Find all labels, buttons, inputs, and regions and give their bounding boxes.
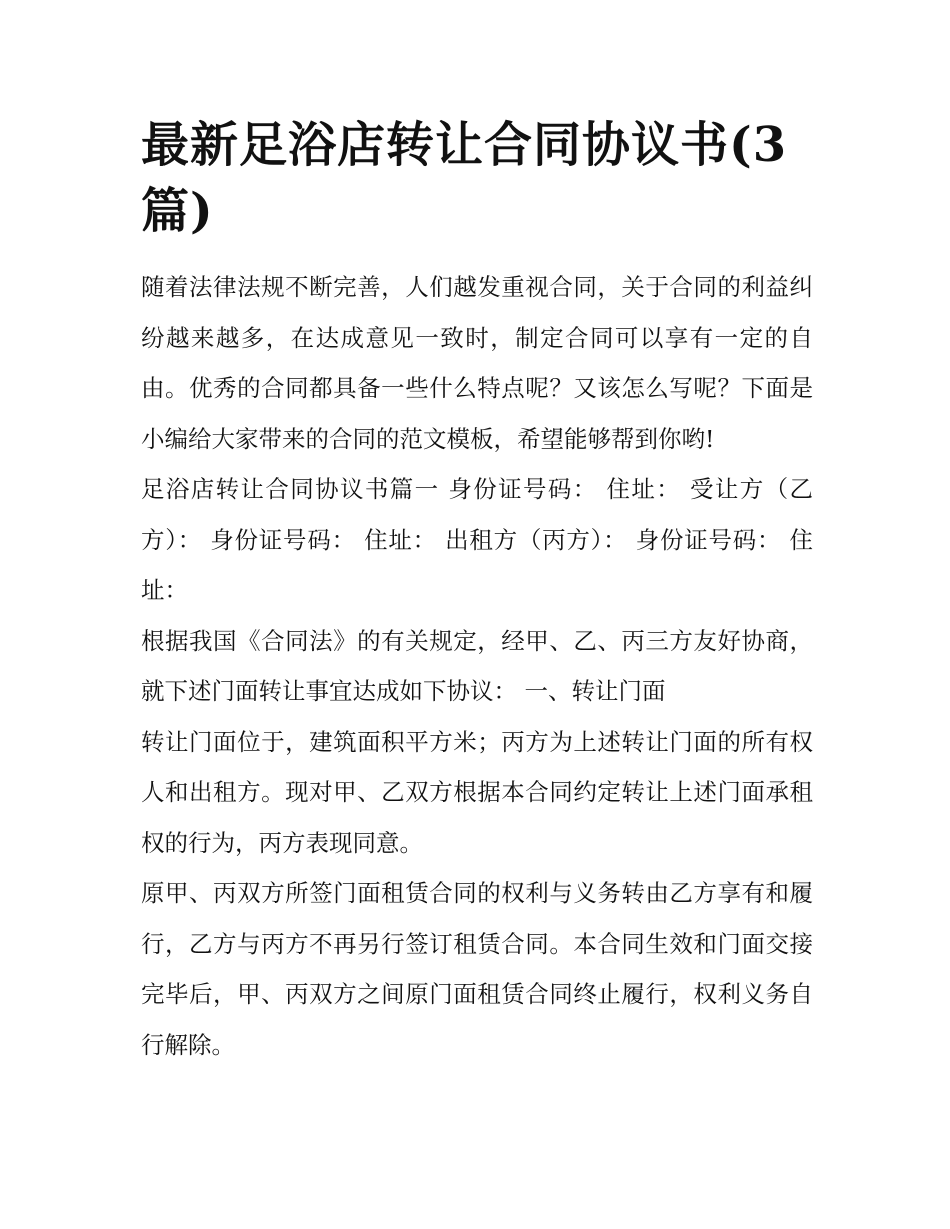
- parties-paragraph: 足浴店转让合同协议书篇一 身份证号码： 住址： 受让方（乙方）： 身份证号码： 住址： 出租方（丙方）： 身份证号码： 住址：: [141, 475, 813, 604]
- document-title: 最新足浴店转让合同协议书(3篇): [141, 117, 788, 239]
- storefront-paragraph: 转让门面位于，建筑面积平方米；丙方为上述转让门面的所有权人和出租方。现对甲、乙双方根据本合同约定转让上述门面承租权的行为，丙方表现同意。: [141, 727, 813, 857]
- intro-paragraph: 随着法律法规不断完善，人们越发重视合同，关于合同的利益纠纷越来越多，在达成意见一致时，制定合同可以享有一定的自由。优秀的合同都具备一些什么特点呢？又该怎么写呢？下面是小编给大家带来的合同的范文模板，希望能够帮到你哟!: [141, 273, 813, 453]
- agreement-basis-paragraph: 根据我国《合同法》的有关规定，经甲、乙、丙三方友好协商，就下述门面转让事宜达成如下协议： 一、转让门面: [141, 626, 813, 705]
- document-page: [141, 112, 813, 1070]
- rights-transfer-paragraph: 原甲、丙双方所签门面租赁合同的权利与义务转由乙方享有和履行，乙方与丙方不再另行签订租赁合同。本合同生效和门面交接完毕后，甲、丙双方之间原门面租赁合同终止履行，权利义务自行解除。: [141, 879, 813, 1059]
